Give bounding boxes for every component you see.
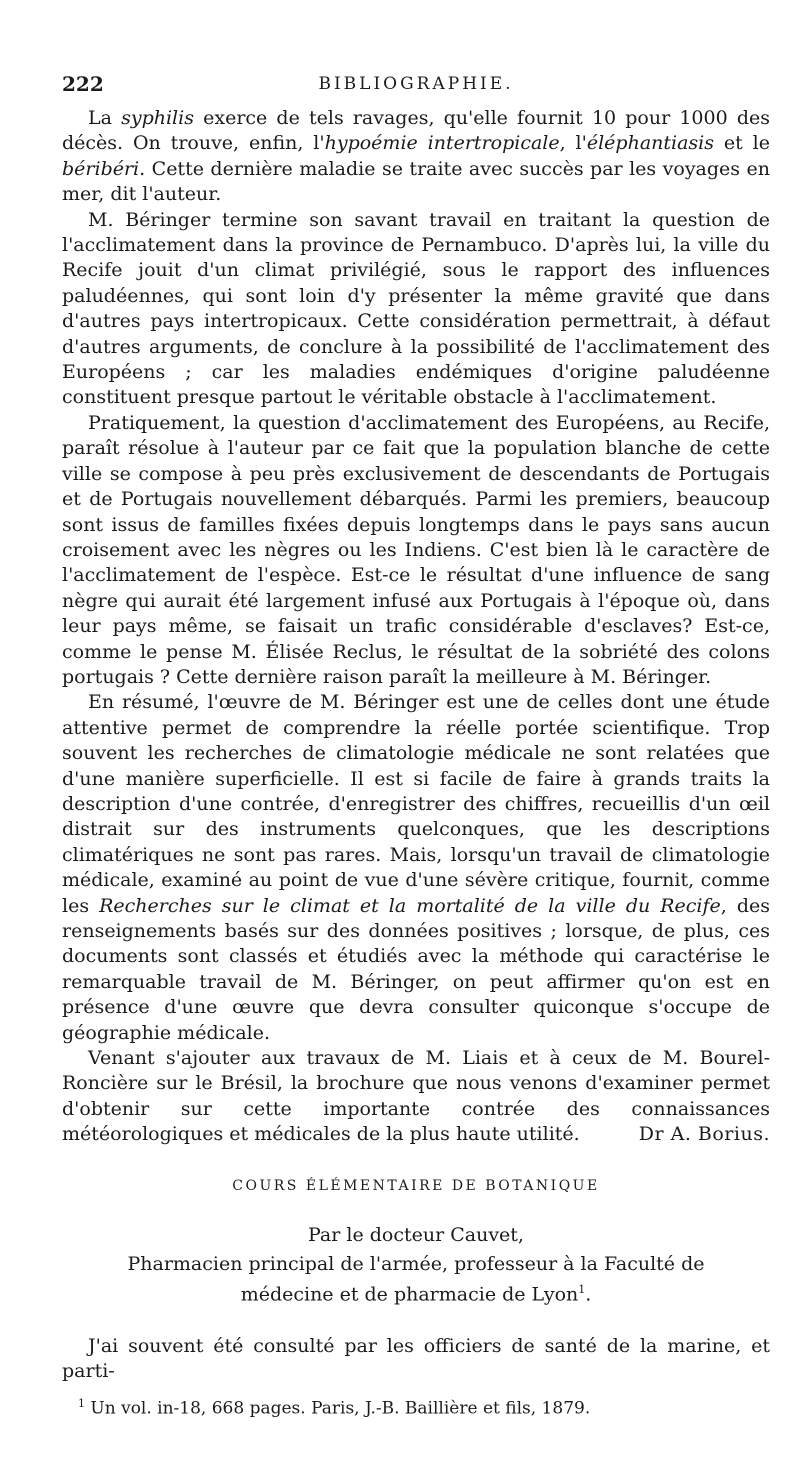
paragraph-2: M. Béringer termine son savant travail en traitant la question de l'acclimatement dans la province de Pernambuco. D'après lui, la ville du Recife jouit d'un climat privilégié, sous le rapport des influences paludéennes, qui sont loin d'y présenter la même gravité que dans d'autres pays intertropicaux. Cette considération permettrait, à défaut d'autres arguments, de conclure à la possibilité de l'acclimatement des Européens ; car les maladies endémiques d'origine paludéenne constituent presque partout le véritable obstacle à l'acclimatement. [62,208,770,409]
review-opening: J'ai souvent été consulté par les officiers de santé de la marine, et parti- [62,1334,770,1383]
paragraph-3: Pratiquement, la question d'acclimatement des Européens, au Recife, paraît résolue à l'auteur par ce fait que la population blanche de cette ville se compose à peu près exclusivement de descendants de Portugais et de Portugais nouvellement débarqués. Parmi les premiers, beaucoup sont issus de familles fixées depuis longtemps dans le pays sans aucun croisement avec les nègres ou les Indiens. C'est bien là le caractère de l'acclimatement de l'espèce. Est-ce le résultat d'une influence de sang nègre qui aurait été largement infusé aux Portugais à l'époque où, dans leur pays même, se faisait un trafic considérable d'esclaves? Est-ce, comme le pense M. Élisée Reclus, le résultat de la sobriété des colons portugais ? Cette dernière raison paraît la meilleure à M. Béringer. [62,411,770,688]
book-affiliation: Pharmacien principal de l'armée, professeur à la Faculté de médecine et de pharmacie de Lyon$^1$. [127,1253,705,1306]
paragraph-5: Venant s'ajouter aux travaux de M. Liais et à ceux de M. Bourel-Roncière sur le Brésil, la brochure que nous venons d'examiner permet d'obtenir sur cette importante contrée des connaissances météorologiques et médicales de la plus haute utilité. Dr A. Borius. [62,1046,770,1148]
book-author: Par le docteur Cauvet, [308,1224,524,1247]
page-number: 222 [62,72,104,96]
paragraph-4: En résumé, l'œuvre de M. Béringer est une de celles dont une étude attentive permet de comprendre la réelle portée scientifique. Trop souvent les recherches de climatologie médicale ne sont relatées que d'une manière superficielle. Il est si facile de faire à grands traits la description d'une contrée, d'enregistrer des chiffres, recueillis d'un œil distrait sur des instruments quelconques, que les descriptions climatériques ne sont pas rares. Mais, lorsqu'un travail de climatologie médicale, examiné au point de vue d'une sévère critique, fournit, comme les Recherches sur le climat et la mortalité de la ville du Recife, des renseignements basés sur des données positives ; lorsque, de plus, ces documents sont classés et étudiés avec la méthode qui caractérise le remarquable travail de M. Béringer, on peut affirmer qu'on est en présence d'une œuvre que devra consulter quiconque s'occupe de géographie médicale. [62,691,770,1044]
paragraph-1: La syphilis exerce de tels ravages, qu'elle fournit 10 pour 1000 des décès. On trouve, enfin, l'hypoémie intertropicale, l'éléphantiasis et le béribéri. Cette dernière maladie se traite avec succès par les voyages en mer, dit l'auteur. [62,107,770,206]
book-title: COURS ÉLÉMENTAIRE DE BOTANIQUE [232,1177,600,1194]
signature: Dr A. Borius. [638,1123,770,1146]
page-header [62,72,770,106]
footnote-marker: 1 [578,1283,586,1297]
review-heading [62,1174,770,1308]
running-head: BIBLIOGRAPHIE. [318,74,514,94]
footnote: $^1$ Un vol. in-18, 668 pages. Paris, J.-B. Baillière et fils, 1879. [78,1396,591,1419]
